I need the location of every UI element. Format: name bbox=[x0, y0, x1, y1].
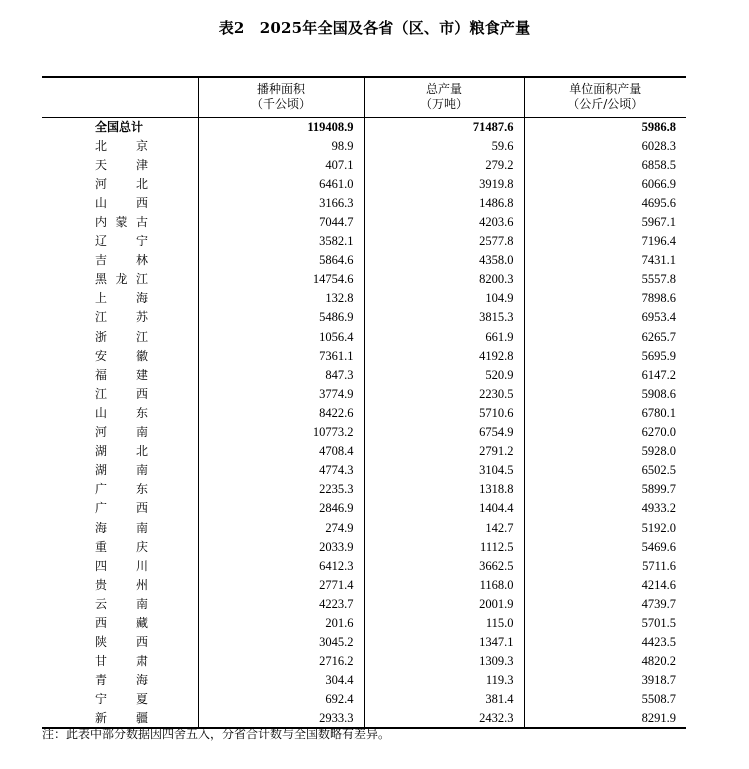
region-name: 云南 bbox=[95, 596, 148, 611]
sown-area-value: 2846.9 bbox=[198, 499, 364, 518]
total-output-value: 2230.5 bbox=[364, 384, 524, 403]
table-row bbox=[42, 346, 686, 365]
footnote: 注：此表中部分数据因四舍五入，分省合计数与全国数略有差异。 bbox=[42, 727, 391, 741]
sown-area-value: 14754.6 bbox=[198, 270, 364, 289]
region-name-cell bbox=[42, 499, 198, 518]
region-name-cell bbox=[42, 671, 198, 690]
yield-value: 6502.5 bbox=[524, 461, 686, 480]
table-row bbox=[42, 671, 686, 690]
sown-area-value: 4774.3 bbox=[198, 461, 364, 480]
region-name: 四川 bbox=[95, 558, 148, 573]
total-output-value: 3662.5 bbox=[364, 556, 524, 575]
region-name: 天津 bbox=[95, 157, 148, 172]
total-output-value: 1486.8 bbox=[364, 193, 524, 212]
total-output-value: 1347.1 bbox=[364, 633, 524, 652]
total-output-value: 2001.9 bbox=[364, 594, 524, 613]
total-output-value: 520.9 bbox=[364, 365, 524, 384]
region-name-cell bbox=[42, 174, 198, 193]
table-row bbox=[42, 537, 686, 556]
table-row bbox=[42, 270, 686, 289]
sown-area-value: 8422.6 bbox=[198, 403, 364, 422]
region-name: 陕西 bbox=[95, 635, 148, 650]
region-name: 山东 bbox=[95, 405, 148, 420]
region-name: 海南 bbox=[95, 520, 148, 535]
sown-area-value: 3582.1 bbox=[198, 232, 364, 251]
yield-value: 5711.6 bbox=[524, 556, 686, 575]
region-name: 广西 bbox=[95, 501, 148, 516]
sown-area-value: 2771.4 bbox=[198, 575, 364, 594]
total-output-value: 4358.0 bbox=[364, 251, 524, 270]
sown-area-value: 7044.7 bbox=[198, 212, 364, 231]
region-name-cell bbox=[42, 193, 198, 212]
yield-value: 5192.0 bbox=[524, 518, 686, 537]
header-yield-unit: （公斤/公顷） bbox=[567, 97, 644, 112]
header-row bbox=[42, 77, 686, 117]
sown-area-value: 3045.2 bbox=[198, 633, 364, 652]
grain-output-table bbox=[42, 76, 686, 729]
yield-value: 6780.1 bbox=[524, 403, 686, 422]
region-name: 江西 bbox=[95, 386, 148, 401]
region-name-cell bbox=[42, 480, 198, 499]
region-name-cell bbox=[42, 461, 198, 480]
yield-value: 5701.5 bbox=[524, 613, 686, 632]
table-row bbox=[42, 499, 686, 518]
sown-area-value: 274.9 bbox=[198, 518, 364, 537]
sown-area-value: 132.8 bbox=[198, 289, 364, 308]
header-region bbox=[42, 77, 198, 117]
table-row bbox=[42, 556, 686, 575]
sown-area-value: 6412.3 bbox=[198, 556, 364, 575]
total-output-value: 115.0 bbox=[364, 613, 524, 632]
table-row bbox=[42, 652, 686, 671]
region-name-cell bbox=[42, 365, 198, 384]
region-name: 山西 bbox=[95, 195, 148, 210]
region-name-cell bbox=[42, 423, 198, 442]
table-row bbox=[42, 308, 686, 327]
table-row bbox=[42, 461, 686, 480]
total-output-value: 1318.8 bbox=[364, 480, 524, 499]
region-name-cell bbox=[42, 594, 198, 613]
region-name: 湖南 bbox=[95, 463, 148, 478]
region-name-cell bbox=[42, 346, 198, 365]
yield-value: 6953.4 bbox=[524, 308, 686, 327]
yield-value: 4423.5 bbox=[524, 633, 686, 652]
region-name: 青海 bbox=[95, 673, 148, 688]
region-name-cell bbox=[42, 556, 198, 575]
sown-area-value: 6461.0 bbox=[198, 174, 364, 193]
total-output-value: 4192.8 bbox=[364, 346, 524, 365]
sown-area-value: 10773.2 bbox=[198, 423, 364, 442]
header-total-output-unit: （万吨） bbox=[419, 97, 468, 112]
table-body bbox=[42, 117, 686, 728]
yield-value: 5928.0 bbox=[524, 442, 686, 461]
total-output-value: 59.6 bbox=[364, 136, 524, 155]
total-output-value: 5710.6 bbox=[364, 403, 524, 422]
table-row bbox=[42, 690, 686, 709]
total-output-value: 104.9 bbox=[364, 289, 524, 308]
region-name: 西藏 bbox=[95, 615, 148, 630]
yield-value: 5908.6 bbox=[524, 384, 686, 403]
region-name-cell bbox=[42, 537, 198, 556]
yield-value: 5695.9 bbox=[524, 346, 686, 365]
total-output-value: 2791.2 bbox=[364, 442, 524, 461]
table-row bbox=[42, 327, 686, 346]
sown-area-value: 692.4 bbox=[198, 690, 364, 709]
region-name: 湖北 bbox=[95, 444, 148, 459]
yield-value: 3918.7 bbox=[524, 671, 686, 690]
total-output-value: 3104.5 bbox=[364, 461, 524, 480]
table-row bbox=[42, 480, 686, 499]
sown-area-value: 2933.3 bbox=[198, 709, 364, 728]
region-name: 吉林 bbox=[95, 253, 148, 268]
header-sown-area-label: 播种面积 bbox=[256, 82, 305, 97]
total-output-value: 1168.0 bbox=[364, 575, 524, 594]
sown-area-value: 4708.4 bbox=[198, 442, 364, 461]
region-name-cell bbox=[42, 442, 198, 461]
region-name-cell bbox=[42, 136, 198, 155]
sown-area-value: 201.6 bbox=[198, 613, 364, 632]
yield-value: 8291.9 bbox=[524, 709, 686, 728]
yield-value: 5899.7 bbox=[524, 480, 686, 499]
sown-area-value: 847.3 bbox=[198, 365, 364, 384]
yield-value: 4933.2 bbox=[524, 499, 686, 518]
region-name: 福建 bbox=[95, 367, 148, 382]
table-row bbox=[42, 232, 686, 251]
total-output-value: 2432.3 bbox=[364, 709, 524, 728]
region-name-cell bbox=[42, 652, 198, 671]
total-output-value: 661.9 bbox=[364, 327, 524, 346]
region-name: 全国总计 bbox=[95, 119, 144, 134]
header-total-output-label: 总产量 bbox=[425, 82, 462, 97]
yield-value: 7898.6 bbox=[524, 289, 686, 308]
region-name-cell bbox=[42, 308, 198, 327]
header-total-output bbox=[364, 77, 524, 117]
total-output-value: 6754.9 bbox=[364, 423, 524, 442]
table-row bbox=[42, 289, 686, 308]
yield-value: 7431.1 bbox=[524, 251, 686, 270]
table-row bbox=[42, 251, 686, 270]
header-sown-area-unit: （千公顷） bbox=[250, 97, 311, 112]
region-name-cell bbox=[42, 518, 198, 537]
total-output-value: 119.3 bbox=[364, 671, 524, 690]
region-name-cell bbox=[42, 270, 198, 289]
sown-area-value: 407.1 bbox=[198, 155, 364, 174]
region-name: 辽宁 bbox=[95, 234, 148, 249]
region-name-cell bbox=[42, 117, 198, 136]
region-name: 河北 bbox=[95, 176, 148, 191]
region-name-cell bbox=[42, 575, 198, 594]
region-name: 江苏 bbox=[95, 310, 148, 325]
total-output-value: 381.4 bbox=[364, 690, 524, 709]
yield-value: 6270.0 bbox=[524, 423, 686, 442]
sown-area-value: 7361.1 bbox=[198, 346, 364, 365]
yield-value: 6265.7 bbox=[524, 327, 686, 346]
table-row bbox=[42, 442, 686, 461]
sown-area-value: 5486.9 bbox=[198, 308, 364, 327]
yield-value: 4739.7 bbox=[524, 594, 686, 613]
sown-area-value: 4223.7 bbox=[198, 594, 364, 613]
sown-area-value: 5864.6 bbox=[198, 251, 364, 270]
sown-area-value: 3166.3 bbox=[198, 193, 364, 212]
yield-value: 4820.2 bbox=[524, 652, 686, 671]
sown-area-value: 2716.2 bbox=[198, 652, 364, 671]
region-name: 上海 bbox=[95, 291, 148, 306]
region-name-cell bbox=[42, 690, 198, 709]
total-output-value: 142.7 bbox=[364, 518, 524, 537]
yield-value: 5557.8 bbox=[524, 270, 686, 289]
table-row bbox=[42, 193, 686, 212]
total-output-value: 1404.4 bbox=[364, 499, 524, 518]
sown-area-value: 2033.9 bbox=[198, 537, 364, 556]
table-row bbox=[42, 212, 686, 231]
table-row bbox=[42, 594, 686, 613]
table-row bbox=[42, 174, 686, 193]
table-row bbox=[42, 518, 686, 537]
yield-value: 6147.2 bbox=[524, 365, 686, 384]
region-name: 内蒙古 bbox=[95, 215, 148, 230]
sown-area-value: 3774.9 bbox=[198, 384, 364, 403]
region-name: 安徽 bbox=[95, 348, 148, 363]
region-name: 重庆 bbox=[95, 539, 148, 554]
region-name: 新疆 bbox=[95, 710, 148, 725]
region-name-cell bbox=[42, 384, 198, 403]
region-name: 河南 bbox=[95, 425, 148, 440]
header-sown-area bbox=[198, 77, 364, 117]
region-name-cell bbox=[42, 232, 198, 251]
table-row bbox=[42, 403, 686, 422]
sown-area-value: 98.9 bbox=[198, 136, 364, 155]
total-output-value: 8200.3 bbox=[364, 270, 524, 289]
region-name-cell bbox=[42, 251, 198, 270]
yield-value: 7196.4 bbox=[524, 232, 686, 251]
region-name-cell bbox=[42, 403, 198, 422]
table-row bbox=[42, 365, 686, 384]
total-output-value: 71487.6 bbox=[364, 117, 524, 136]
yield-value: 5469.6 bbox=[524, 537, 686, 556]
yield-value: 6066.9 bbox=[524, 174, 686, 193]
region-name-cell bbox=[42, 327, 198, 346]
total-output-value: 1309.3 bbox=[364, 652, 524, 671]
region-name: 贵州 bbox=[95, 577, 148, 592]
table-row bbox=[42, 423, 686, 442]
region-name: 宁夏 bbox=[95, 692, 148, 707]
sown-area-value: 119408.9 bbox=[198, 117, 364, 136]
yield-value: 6028.3 bbox=[524, 136, 686, 155]
total-output-value: 279.2 bbox=[364, 155, 524, 174]
total-output-value: 1112.5 bbox=[364, 537, 524, 556]
region-name-cell bbox=[42, 289, 198, 308]
table-row bbox=[42, 136, 686, 155]
header-yield bbox=[524, 77, 686, 117]
region-name: 浙江 bbox=[95, 329, 148, 344]
total-output-value: 2577.8 bbox=[364, 232, 524, 251]
yield-value: 5508.7 bbox=[524, 690, 686, 709]
region-name-cell bbox=[42, 155, 198, 174]
sown-area-value: 1056.4 bbox=[198, 327, 364, 346]
sown-area-value: 2235.3 bbox=[198, 480, 364, 499]
yield-value: 5967.1 bbox=[524, 212, 686, 231]
region-name-cell bbox=[42, 212, 198, 231]
table-title: 表2 2025年全国及各省（区、市）粮食产量 bbox=[218, 19, 531, 37]
table-row bbox=[42, 155, 686, 174]
sown-area-value: 304.4 bbox=[198, 671, 364, 690]
region-name: 北京 bbox=[95, 138, 148, 153]
table-row bbox=[42, 384, 686, 403]
table-row bbox=[42, 633, 686, 652]
region-name-cell bbox=[42, 613, 198, 632]
total-output-value: 3919.8 bbox=[364, 174, 524, 193]
yield-value: 6858.5 bbox=[524, 155, 686, 174]
region-name: 广东 bbox=[95, 482, 148, 497]
yield-value: 4695.6 bbox=[524, 193, 686, 212]
table-row bbox=[42, 613, 686, 632]
total-output-value: 3815.3 bbox=[364, 308, 524, 327]
yield-value: 5986.8 bbox=[524, 117, 686, 136]
table-row bbox=[42, 575, 686, 594]
region-name: 甘肃 bbox=[95, 654, 148, 669]
header-yield-label: 单位面积产量 bbox=[569, 82, 642, 97]
total-row bbox=[42, 117, 686, 136]
total-output-value: 4203.6 bbox=[364, 212, 524, 231]
yield-value: 4214.6 bbox=[524, 575, 686, 594]
region-name: 黑龙江 bbox=[95, 272, 148, 287]
region-name-cell bbox=[42, 633, 198, 652]
